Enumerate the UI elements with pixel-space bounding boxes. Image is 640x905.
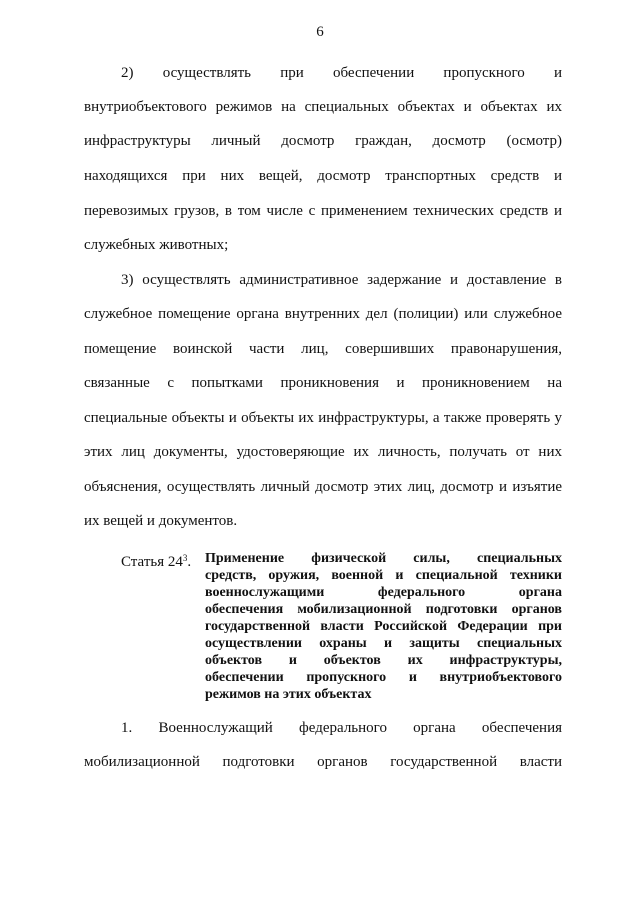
article-label-superscript: 3: [182, 553, 188, 563]
paragraph-3-line: специальные объекты и объекты их инфраструктуры, а также проверять у: [84, 410, 562, 426]
paragraph-3-line: 3) осуществлять административное задержание и доставление в: [121, 272, 562, 288]
article-label-suffix: .: [187, 554, 192, 570]
clause-1-line: мобилизационной подготовки органов государственной власти: [84, 754, 562, 770]
paragraph-3-line: связанные с попытками проникновения и проникновением на: [84, 375, 562, 391]
paragraph-2-line: находящихся при них вещей, досмотр транспортных средств и: [84, 168, 562, 184]
paragraph-2-line: 2) осуществлять при обеспечении пропускного и: [121, 65, 562, 81]
article-title-line: обеспечения мобилизационной подготовки органов: [205, 602, 562, 617]
paragraph-3-line: служебное помещение органа внутренних дел (полиции) или служебное: [84, 306, 562, 322]
paragraph-3-line: объяснения, осуществлять личный досмотр этих лиц, досмотр и изъятие: [84, 479, 562, 495]
article-title-line: Применение физической силы, специальных: [205, 551, 562, 566]
paragraph-3-line: помещение воинской части лиц, совершивших правонарушения,: [84, 341, 562, 357]
article-title: [205, 550, 562, 703]
article-title-line: средств, оружия, военной и специальной техники: [205, 568, 562, 583]
paragraph-2-line: служебных животных;: [84, 237, 229, 253]
paragraph-2-line: внутриобъектового режимов на специальных объектах и объектах их: [84, 99, 562, 115]
article-title-line: государственной власти Российской Федерации при: [205, 619, 562, 634]
article-title-line: обеспечении пропускного и внутриобъектового: [205, 670, 562, 685]
article-title-line: военнослужащими федерального органа: [205, 585, 562, 600]
paragraph-2-line: инфраструктуры личный досмотр граждан, досмотр (осмотр): [84, 133, 562, 149]
paragraph-3-line: их вещей и документов.: [84, 513, 238, 529]
article-label-text: Статья 24: [121, 554, 183, 570]
clause-1-line: 1. Военнослужащий федерального органа обеспечения: [121, 720, 562, 736]
paragraph-2-line: перевозимых грузов, в том числе с применением технических средств и: [84, 203, 562, 219]
article-title-line: объектов и объектов их инфраструктуры,: [205, 653, 562, 668]
paragraph-3-line: этих лиц документы, удостоверяющие их личность, получать от них: [84, 444, 562, 460]
article-label: [121, 549, 191, 571]
article-title-line: осуществлении охраны и защиты специальных: [205, 636, 562, 651]
page-number: 6: [316, 24, 324, 40]
article-title-line: режимов на этих объектах: [205, 687, 372, 702]
